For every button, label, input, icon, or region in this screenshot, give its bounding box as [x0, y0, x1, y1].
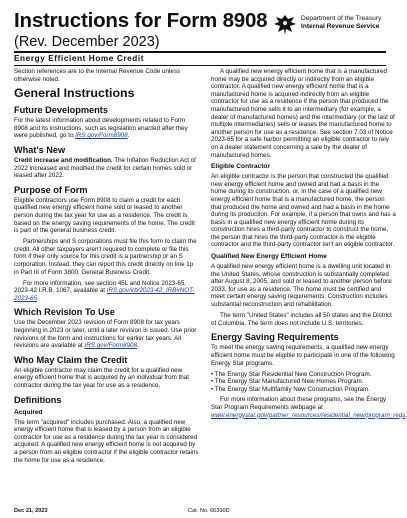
left-column [14, 68, 199, 468]
acquired-text: The term "acquired" includes purchased. Also, a qualified new energy efficient home that is leased by a person from an eligible contractor for use as a residence during the tax year is considered acquired. A qualified new energy efficient home is not acquired by a person from an eligible contractor if the eligible contractor retains the home for use as a residence. [14, 418, 199, 464]
catalog-number: Cat. No. 66390D [188, 508, 230, 514]
right-column [211, 68, 407, 423]
list-item: • The Energy Star Manufactured New Homes Program. [211, 378, 364, 386]
revision-paragraph: Use the December 2023 revision of Form 8908 for tax years beginning in 2023 or later, until a later revision is issued. Use prior revisions of the form and instructions for earlier tax years. All revisions are available at IRS.gov/Form8908. [14, 319, 197, 350]
eligible-contractor-text: An eligible contractor is the person that constructed the qualified new energy efficient home and owned and had a basis in the home during its construction, or, in the case of a qualified new energy efficient home that is a manufactured home, the person that produced the home and owned and had a basis in the home during its production. For example, if a person that owns and has a basis in a qualified new energy efficient home during its construction hires a third-party contractor to construct the home, the person that hires the third-party contractor is the eligible contractor and the third-party contractor isn't an eligible contractor. [211, 173, 396, 249]
energy-saving-heading: Energy Saving Requirements [211, 332, 339, 343]
list-item: • The Energy Star Residential New Construction Program. [211, 370, 372, 378]
general-instructions-heading: General Instructions [14, 86, 135, 101]
form8908-link[interactable]: IRS.gov/Form8908 [75, 132, 128, 140]
acquired-heading: Acquired [14, 408, 43, 416]
definitions-heading: Definitions [14, 394, 62, 405]
irb-link[interactable]: IRS.gov/irb/2023-42_IRB#NOT-2023-65 [14, 287, 195, 302]
revision-date: (Rev. December 2023) [14, 34, 160, 50]
more-info-text: For more information about these programs, see the Energy Star Program Requirements webpage at [211, 396, 387, 411]
credit-paragraph [14, 157, 199, 180]
purpose-heading: Purpose of Form [14, 184, 88, 195]
qualified-home-text: A qualified new energy efficient home is a dwelling unit located in the United States, whose construction is substantially completed after August 8, 2005, and sold or leased to another person before 2033, for use as a residence. The home must be certified and meet certain energy saving requirements. Construction includes substantial reconstruction and rehabilitation. [211, 263, 392, 309]
who-may-claim-heading: Who May Claim the Credit [14, 354, 128, 365]
subtitle-bar [14, 51, 386, 66]
whats-new-heading: What's New [14, 144, 66, 155]
intro-text: Section references are to the Internal Revenue Code unless otherwise noted. [14, 68, 181, 83]
footer-date: Dec 21, 2023 [14, 508, 48, 514]
who-may-claim-text: An eligible contractor may claim the credit for a qualified new energy efficient home that is acquired by an individual from that contractor during the tax year for use as a residence. [14, 366, 189, 390]
which-revision-heading: Which Revision To Use [14, 307, 115, 318]
eligible-contractor-heading: Eligible Contractor [211, 163, 270, 171]
list-item: • The Energy Star Multifamily New Construction Program. [211, 385, 371, 393]
irs-eagle-icon [272, 12, 298, 38]
united-states-text: The term "United States" includes all 50 states and the District of Columbia. The term does not include U.S. territories. [211, 312, 392, 327]
revisions-link[interactable]: IRS.gov/Form8908 [84, 342, 138, 350]
revision-text: Use the December 2023 revision of Form 8908 for tax years beginning in 2023 or later, until a later revision is issued. Use prior revisions of the form and instructions for earlier tax years. All revisions are available at [14, 319, 197, 350]
future-developments-text: For the latest information about developments related to Form 8908 and its instructions, such as legislation enacted after they were published, go to [14, 117, 188, 140]
document-subtitle: Energy Efficient Home Credit [14, 54, 145, 63]
document-title: Instructions for Form 8908 [14, 9, 268, 32]
credit-text: The Inflation Reduction Act of 2022 increased and modified the credit for certain homes sold or leased after 2022. [14, 156, 196, 180]
energy-star-link[interactable]: www.energystar.gov/partner_resources/residential_new/program_reqs [211, 411, 406, 419]
energy-saving-text: To meet the energy saving requirements, a qualified new energy efficient home must be eligible to participate in one of the following Energy Star programs. [211, 344, 395, 367]
credit-lead: Credit increase and modification. [14, 156, 113, 164]
qualified-home-heading: Qualified New Energy Efficient Home [211, 253, 327, 261]
agency-department: Department of the Treasury [301, 15, 382, 22]
purpose-text-2: Partnerships and S corporations must file this form to claim the credit. All other taxpayers aren't required to complete or file this form if their only source for this credit is a partnership or an S corporation. Instead, they can report this credit directly on line 1p in Part III of Form 3800, General Business Credit. [14, 238, 197, 276]
energy-star-programs-list [211, 371, 396, 394]
manufactured-home-text: A qualified new energy efficient home that is a manufactured home may be acquired directly or indirectly from an eligible contractor. A qualified new energy efficient home that is a manufactured home is acquired indirectly from an eligible contractor for use as a residence if the person that produced the manufactured home sells it to an intermediary (for example, a dealer of manufactured homes) and the intermediary (or the last of multiple intermediaries) sells or leases the manufactured home to another person for use as a residence. See section 7.03 of Notice 2023-65 for a safe harbor permitting an eligible contractor to rely on a dealer statement concerning a sale by the dealer of manufactured homes. [211, 68, 395, 159]
future-developments-paragraph: For the latest information about developments related to Form 8908 and its instructions, such as legislation enacted after they were published, go to IRS.gov/Form8908. [14, 117, 188, 140]
agency-name: Internal Revenue Service [301, 23, 380, 30]
agency-logo [272, 12, 386, 42]
future-developments-heading: Future Developments [14, 105, 108, 116]
purpose-text-3: For more information, see section 45L and Notice 2023-65, 2023-42 I.R.B. 1067, available at [14, 279, 187, 295]
purpose-text-1: Eligible contractors use Form 8908 to claim a credit for each qualified new energy efficient home sold or leased to another person during the tax year for use as a residence. The credit is based on the energy saving requirements of the home. The credit is part of the general business credit. [14, 196, 195, 235]
more-info-paragraph: For more information about these programs, see the Energy Star Program Requirements webpage at www.energystar.gov/partner_resources/residential_new/program_reqs. [211, 396, 407, 419]
purpose-paragraph-3: For more information, see section 45L and Notice 2023-65, 2023-42 I.R.B. 1067, available at IRS.gov/irb/2023-42_IRB#NOT-2023-65. [14, 279, 195, 302]
